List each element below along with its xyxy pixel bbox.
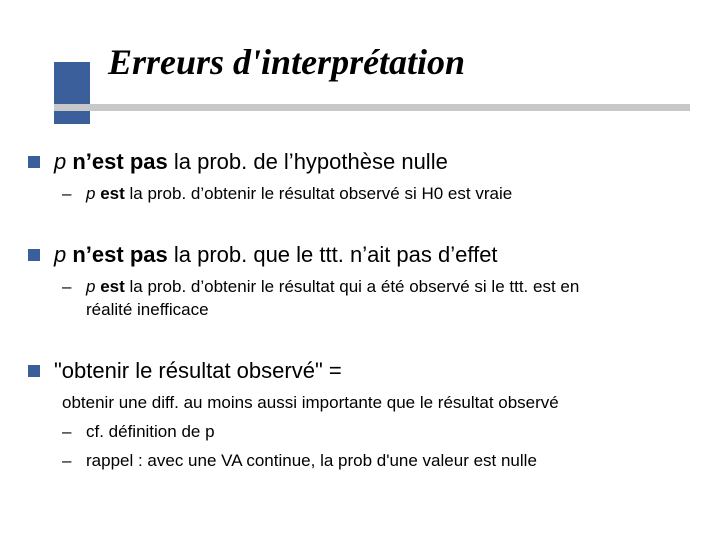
bullet-2-p: p: [54, 242, 67, 267]
bullet-2-sub-1-continuation: réalité inefficace: [86, 300, 209, 319]
title-divider: [54, 104, 690, 111]
slide-title: Erreurs d'interprétation: [108, 42, 466, 82]
sub-dash: –: [62, 184, 72, 203]
bullet-3: "obtenir le résultat observé" =: [54, 358, 342, 383]
bullet-2-emph: n’est pas: [66, 242, 168, 267]
square-bullet-icon: [28, 249, 40, 261]
bullet-3-line-1: obtenir une diff. au moins aussi importante que le résultat observé: [62, 393, 559, 412]
square-bullet-icon: [28, 156, 40, 168]
bullet-1-p: p: [54, 149, 67, 174]
sub-emph: est: [95, 277, 125, 296]
bullet-2-text: la prob. que le ttt. n’ait pas d’effet: [167, 242, 498, 267]
sub-dash: –: [62, 277, 72, 296]
bullet-1-sub-1: [86, 183, 512, 205]
bullet-2-sub-1: [86, 276, 579, 298]
sub-text: la prob. d’obtenir le résultat qui a été observé si le ttt. est en: [124, 277, 580, 296]
bullet-3-sub-1: cf. définition de p: [86, 422, 215, 441]
sub-dash: –: [62, 422, 72, 441]
square-bullet-icon: [28, 365, 40, 377]
bullet-3-sub-2: rappel : avec une VA continue, la prob d'une valeur est nulle: [86, 451, 537, 470]
bullet-1: [54, 149, 448, 175]
bullet-2: [54, 242, 498, 268]
sub-p: p: [86, 184, 96, 203]
sub-emph: est: [95, 184, 125, 203]
sub-dash: –: [62, 451, 72, 470]
bullet-1-text: la prob. de l’hypothèse nulle: [167, 149, 448, 174]
sub-text: la prob. d’obtenir le résultat observé si H0 est vraie: [124, 184, 513, 203]
title-accent-block: [54, 62, 90, 124]
bullet-1-emph: n’est pas: [66, 149, 168, 174]
sub-p: p: [86, 277, 96, 296]
